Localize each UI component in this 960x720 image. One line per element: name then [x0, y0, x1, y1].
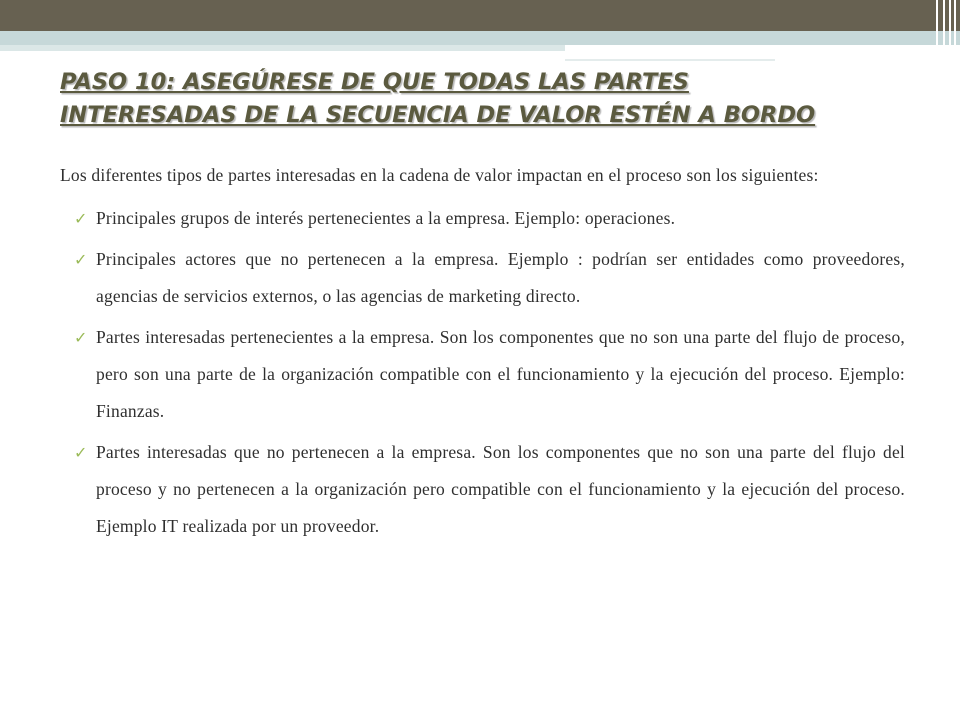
- slide-body: [60, 157, 905, 549]
- list-item-text: Principales grupos de interés pertenecientes a la empresa. Ejemplo: operaciones.: [96, 208, 676, 228]
- check-icon: ✓: [74, 209, 88, 228]
- check-icon: ✓: [74, 328, 88, 347]
- header-stripes: [930, 0, 960, 65]
- slide-title: [60, 66, 920, 132]
- list-item: [60, 241, 905, 315]
- bullet-list: [60, 200, 905, 545]
- list-item-text: Principales actores que no pertenecen a la empresa. Ejemplo : podrían ser entidades como proveedores, agencias de servicios externos, o las agencias de marketing directo.: [96, 249, 905, 306]
- header-accent-line: [565, 59, 775, 61]
- header-band-teal: [0, 31, 960, 45]
- intro-paragraph: Los diferentes tipos de partes interesadas en la cadena de valor impactan en el proceso son los siguientes:: [60, 165, 819, 185]
- header-accent-line: [565, 50, 890, 52]
- list-item: [60, 434, 905, 545]
- check-icon: ✓: [74, 443, 88, 462]
- list-item-text: Partes interesadas pertenecientes a la empresa. Son los componentes que no son una parte del flujo de proceso, pero son una parte de la organización compatible con el funcionamiento y la ejecución del proceso. Ejemplo: Finanzas.: [96, 327, 905, 421]
- list-item-text: Partes interesadas que no pertenecen a la empresa. Son los componentes que no son una parte del flujo del proceso y no pertenecen a la organización pero compatible con el funcionamiento y la ejecución del proceso. Ejemplo IT realizada por un proveedor.: [96, 442, 905, 536]
- slide-title-line-1: PASO 10: ASEGÚRESE DE QUE TODAS LAS PARTES: [60, 69, 689, 95]
- header-band-teal-light: [0, 45, 565, 51]
- slide-title-line-2: INTERESADAS DE LA SECUENCIA DE VALOR ESTÉN A BORDO: [60, 102, 816, 128]
- list-item: [60, 319, 905, 430]
- list-item: [60, 200, 905, 237]
- header-band-dark: [0, 0, 960, 31]
- check-icon: ✓: [74, 250, 88, 269]
